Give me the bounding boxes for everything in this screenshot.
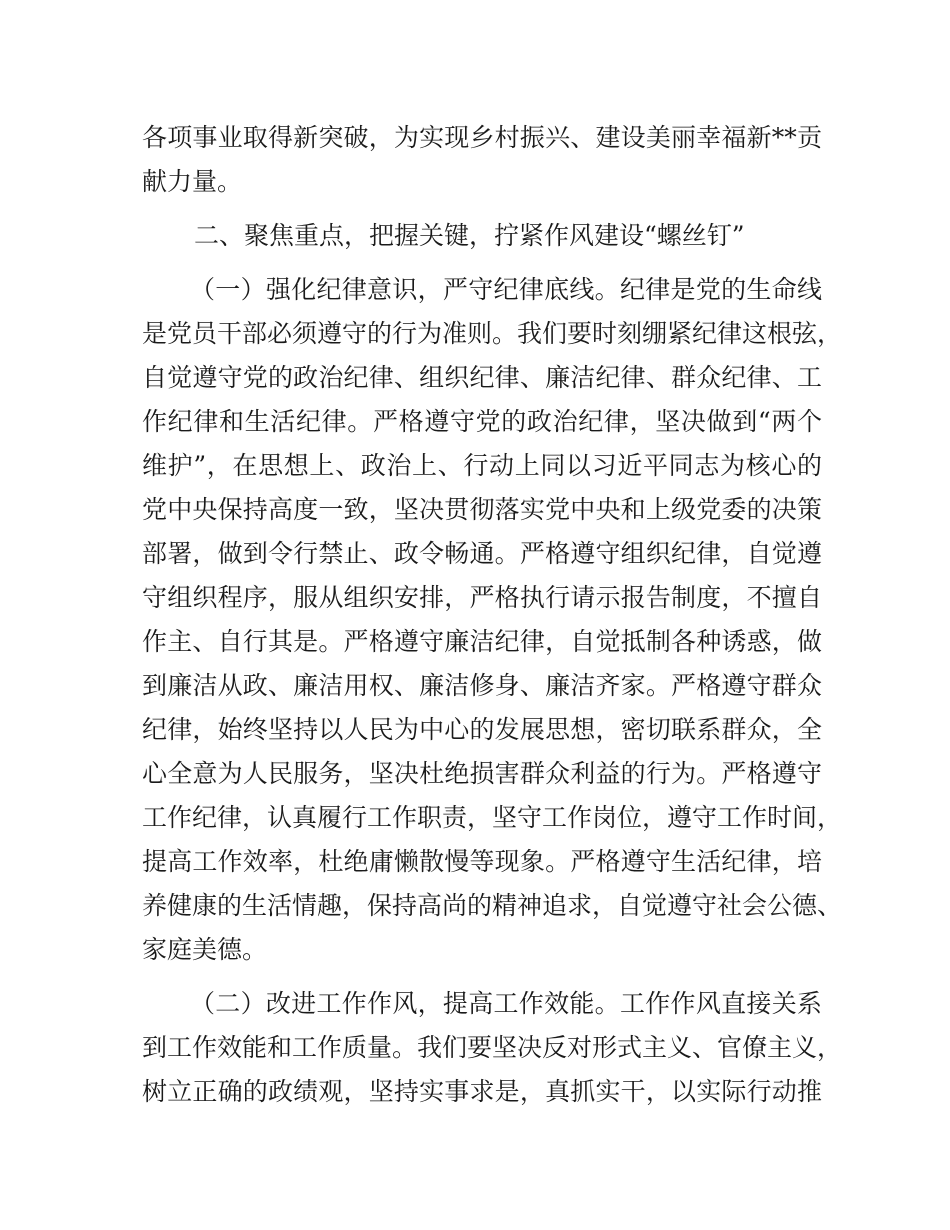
text-line: 工作纪律，认真履行工作职责，坚守工作岗位，遵守工作时间， [142,803,843,832]
text-line: 守组织程序，服从组织安排，严格执行请示报告制度，不擅自 [142,583,822,612]
section-heading: 二、聚焦重点，把握关键，拧紧作风建设“螺丝钉” [194,221,745,250]
text-line: 献力量。 [142,167,243,196]
text-line: 纪律，始终坚持以人民为中心的发展思想，密切联系群众，全 [142,715,822,744]
subsection-heading-line: （一）强化纪律意识，严守纪律底线。纪律是党的生命线 [190,275,822,304]
text-line: 部署，做到令行禁止、政令畅通。严格遵守组织纪律，自觉遵 [142,539,822,568]
text-line: 提高工作效率，杜绝庸懒散慢等现象。严格遵守生活纪律，培 [142,847,822,876]
text-line: 作主、自行其是。严格遵守廉洁纪律，自觉抵制各种诱惑，做 [142,627,822,656]
text-line: 心全意为人民服务，坚决杜绝损害群众利益的行为。严格遵守 [142,759,822,788]
text-line: 是党员干部必须遵守的行为准则。我们要时刻绷紧纪律这根弦， [142,319,843,348]
text-line: 党中央保持高度一致，坚决贯彻落实党中央和上级党委的决策 [142,495,822,524]
subsection-heading-line: （二）改进工作作风，提高工作效能。工作作风直接关系 [190,989,822,1018]
text-line: 到廉洁从政、廉洁用权、廉洁修身、廉洁齐家。严格遵守群众 [142,671,822,700]
text-line: 树立正确的政绩观，坚持实事求是，真抓实干，以实际行动推 [142,1077,822,1106]
text-line: 作纪律和生活纪律。严格遵守党的政治纪律，坚决做到“两个 [142,407,822,436]
text-line: 自觉遵守党的政治纪律、组织纪律、廉洁纪律、群众纪律、工 [142,363,822,392]
text-line: 各项事业取得新突破，为实现乡村振兴、建设美丽幸福新**贡 [142,123,822,152]
text-line: 家庭美德。 [142,935,268,964]
text-line: 养健康的生活情趣，保持高尚的精神追求，自觉遵守社会公德、 [142,891,843,920]
text-line: 到工作效能和工作质量。我们要坚决反对形式主义、官僚主义， [142,1033,843,1062]
text-line: 维护”，在思想上、政治上、行动上同以习近平同志为核心的 [142,451,822,480]
